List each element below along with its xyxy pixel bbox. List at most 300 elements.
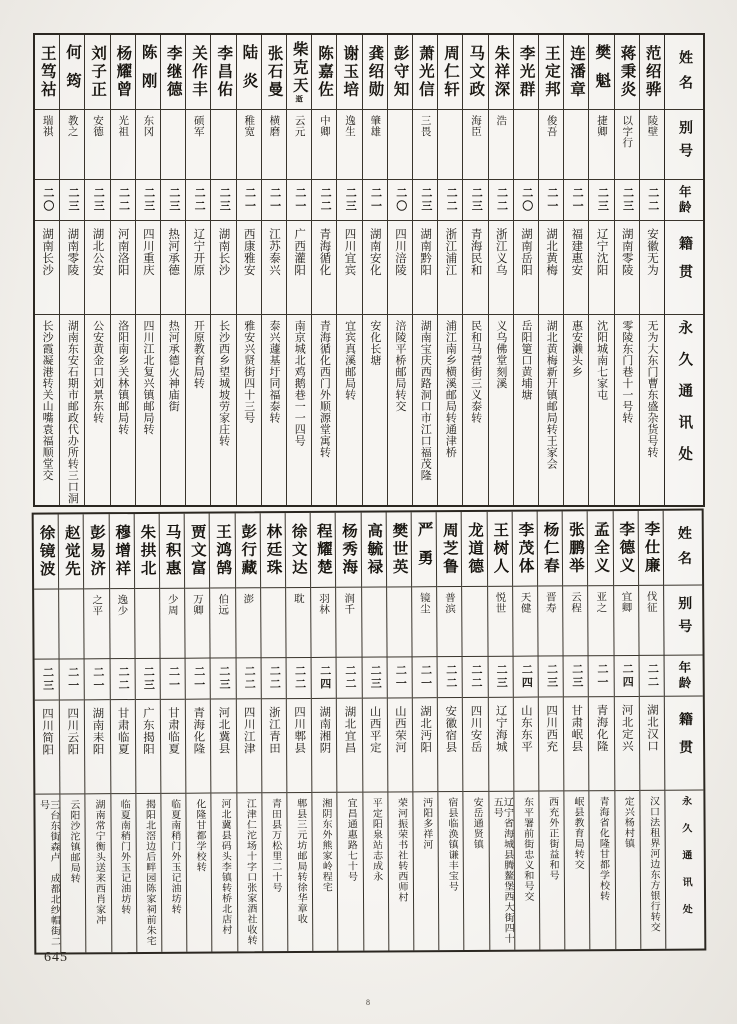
header-alias: 别号	[665, 109, 703, 179]
person-column	[436, 512, 464, 950]
alias-cell	[287, 109, 311, 179]
person-origin: 福建惠安	[570, 228, 583, 276]
alias-cell	[60, 109, 84, 179]
header-age: 年龄	[665, 179, 703, 220]
person-address: 民和马营街三义泰转	[469, 320, 482, 424]
person-column	[234, 513, 262, 951]
person-origin: 辽宁沈阳	[595, 228, 608, 276]
name-cell	[84, 514, 109, 588]
alias-cell	[35, 109, 59, 179]
person-origin: 湖南耒阳	[91, 707, 104, 756]
person-column	[385, 512, 413, 950]
person-column	[336, 35, 361, 505]
person-column	[637, 511, 665, 949]
person-address: 郫县三元坊邮局转徐华章收	[294, 797, 307, 925]
origin-cell	[564, 696, 589, 790]
address-cell	[86, 793, 111, 952]
person-name: 徐镜波	[37, 524, 55, 579]
person-alias: 中卿	[318, 115, 330, 137]
person-name: 谢玉培	[341, 45, 359, 99]
person-origin: 河南洛阳	[116, 228, 129, 276]
age-cell	[413, 179, 437, 220]
person-column	[537, 511, 565, 949]
name-cell	[287, 35, 311, 109]
person-address: 涪陵平桥邮局转交	[394, 320, 407, 412]
person-alias: 之平	[91, 594, 103, 617]
alias-cell	[185, 588, 210, 658]
age-cell	[589, 655, 613, 696]
origin-cell	[60, 220, 84, 314]
age-cell	[514, 179, 538, 220]
person-name: 陈嘉佐	[316, 45, 333, 99]
origin-cell	[589, 220, 613, 314]
age-cell	[136, 179, 160, 220]
person-address: 平定阳泉站志成永	[370, 797, 382, 882]
person-column	[83, 514, 111, 952]
name-cell	[312, 35, 336, 109]
person-origin: 浙江浦江	[444, 228, 457, 276]
age-cell	[614, 655, 638, 696]
origin-cell	[287, 220, 311, 314]
alias-cell	[538, 585, 563, 655]
name-cell	[337, 35, 361, 109]
alias-cell	[210, 587, 235, 657]
age-cell	[640, 179, 664, 220]
person-origin: 西康雅安	[242, 228, 255, 276]
alias-cell	[286, 587, 311, 657]
person-origin: 湖北黄梅	[545, 228, 558, 276]
name-cell	[34, 514, 59, 588]
name-cell	[286, 513, 311, 587]
person-name: 林廷珠	[264, 523, 282, 578]
person-origin: 安徽无为	[645, 228, 658, 276]
address-cell	[212, 792, 237, 951]
person-name: 陈刚	[139, 43, 157, 101]
alias-cell	[160, 588, 185, 658]
header-address: 永久通讯处	[665, 790, 704, 949]
address-cell	[590, 790, 615, 949]
person-name: 陆炎	[240, 43, 258, 101]
person-column	[639, 35, 664, 505]
origin-cell	[236, 698, 261, 792]
alias-cell	[336, 587, 361, 657]
address-cell	[312, 314, 336, 505]
address-cell	[237, 792, 262, 951]
person-origin: 湖南安化	[368, 228, 381, 276]
name-cell	[134, 514, 159, 588]
person-age: 二一	[369, 187, 382, 213]
origin-cell	[161, 699, 186, 793]
person-alias: 以字行	[621, 115, 633, 148]
address-cell	[136, 314, 160, 505]
age-cell	[564, 655, 588, 696]
address-cell	[565, 790, 590, 949]
person-address: 辽宁省海城县腾鳌堡西大街四十五号	[491, 796, 514, 944]
directory-table-top	[33, 33, 705, 507]
origin-cell	[463, 697, 488, 791]
person-address: 四川江北复兴镇邮局转	[141, 320, 154, 435]
person-address: 西充外正街益和号	[546, 796, 559, 881]
name-cell	[563, 511, 588, 585]
person-origin: 山西荣河	[393, 705, 407, 754]
person-column	[587, 511, 615, 949]
address-cell	[262, 792, 287, 951]
person-address: 长沙霞凝港转关山嘴袁福顺堂交	[41, 320, 54, 481]
alias-cell	[640, 109, 664, 179]
origin-cell	[312, 220, 336, 314]
person-column	[35, 35, 59, 505]
person-age: 二二	[117, 666, 130, 693]
person-alias: 天健	[519, 591, 531, 614]
age-cell	[211, 657, 235, 698]
person-address: 湖南东安石期市邮政代办所转三口洞	[66, 320, 79, 504]
name-cell	[237, 35, 261, 109]
person-alias: 万卿	[191, 593, 204, 616]
person-column	[335, 513, 363, 951]
person-origin: 湖南黔阳	[419, 228, 432, 276]
address-cell	[237, 314, 261, 505]
person-alias: 陵壁	[646, 115, 658, 137]
person-age: 二一	[571, 187, 584, 213]
age-cell	[337, 179, 361, 220]
person-name: 樊世英	[390, 522, 408, 577]
name-cell	[186, 35, 210, 109]
person-name: 王鸿鹄	[213, 523, 232, 578]
age-cell	[639, 655, 663, 696]
age-cell	[111, 179, 135, 220]
address-cell	[313, 792, 338, 951]
origin-cell	[337, 220, 361, 314]
header-label-column	[664, 35, 703, 505]
person-age: 二三	[470, 187, 483, 213]
person-name: 彭行藏	[239, 523, 257, 578]
address-cell	[413, 314, 437, 505]
person-age: 二三	[142, 665, 155, 692]
person-name: 赵觉先	[62, 524, 81, 579]
header-address: 永久通讯处	[665, 314, 703, 505]
name-cell	[60, 35, 84, 109]
person-column	[259, 513, 287, 951]
name-cell	[85, 35, 109, 109]
person-column	[562, 511, 590, 949]
person-address: 东平署前街忠义和号交	[521, 796, 534, 902]
person-column	[209, 513, 237, 951]
person-alias: 三畏	[419, 115, 431, 137]
age-cell	[312, 179, 336, 220]
address-cell	[539, 314, 563, 505]
address-cell	[589, 314, 613, 505]
alias-cell	[615, 109, 639, 179]
person-address: 荣河振荣书社转西师村	[395, 797, 408, 903]
person-address: 岷县教育局转交	[571, 796, 584, 870]
name-cell	[564, 35, 588, 109]
origin-cell	[614, 696, 639, 790]
person-column	[511, 512, 539, 950]
age-cell	[60, 658, 84, 699]
name-cell	[59, 514, 84, 588]
person-age: 二一	[91, 666, 105, 693]
person-name: 张鹏举	[566, 521, 585, 576]
age-cell	[287, 179, 311, 220]
person-alias: 澎	[242, 593, 254, 605]
person-origin: 四川郫县	[292, 705, 306, 755]
person-age: 二二	[469, 663, 483, 690]
alias-cell	[438, 109, 462, 179]
address-cell	[111, 793, 136, 952]
person-address: 泰兴蘧基圩同福泰转	[268, 320, 280, 424]
address-cell	[615, 314, 639, 505]
person-address: 揭阳北滘边后畔园陈家祠前朱宅	[143, 798, 156, 946]
person-alias: 横磨	[268, 115, 280, 137]
person-origin: 湖南零陵	[620, 228, 633, 276]
person-age: 二三	[92, 187, 105, 213]
person-address: 义乌佛堂刻溪	[494, 320, 507, 389]
person-age: 二一	[394, 664, 407, 691]
person-name: 杨秀海	[339, 522, 358, 577]
alias-cell	[135, 588, 160, 658]
person-age: 二二	[445, 187, 458, 213]
person-name: 彭守知	[391, 45, 409, 99]
origin-cell	[211, 698, 236, 792]
address-cell	[136, 793, 161, 952]
person-age: 二〇	[520, 187, 533, 213]
name-cell	[437, 512, 462, 586]
person-name: 穆增祥	[113, 524, 131, 579]
origin-cell	[589, 696, 614, 790]
address-cell	[187, 793, 212, 952]
person-name: 周芝鲁	[440, 522, 459, 577]
person-origin: 青海化隆	[595, 704, 608, 753]
person-alias: 东冈	[142, 115, 154, 137]
person-alias: 云元	[293, 115, 305, 137]
alias-cell	[312, 109, 336, 179]
person-column	[285, 513, 313, 951]
person-column	[110, 35, 135, 505]
name-cell	[210, 513, 235, 587]
person-column	[563, 35, 588, 505]
address-cell	[439, 791, 464, 950]
name-cell	[235, 513, 260, 587]
age-cell	[236, 657, 260, 698]
person-column	[412, 35, 437, 505]
person-column	[614, 35, 639, 505]
person-address: 湖南宝庆西路洞口市江口福茂隆	[419, 320, 432, 481]
person-alias: 捷卿	[596, 115, 608, 137]
header-name: 姓名	[665, 35, 703, 109]
person-address: 临夏南稍门外玉记油坊转	[118, 799, 130, 915]
address-cell	[363, 791, 388, 950]
origin-cell	[539, 220, 563, 314]
name-cell	[589, 35, 613, 109]
age-cell	[186, 179, 210, 220]
person-name: 李光群	[517, 45, 535, 99]
alias-cell	[363, 109, 387, 179]
age-cell	[362, 656, 386, 697]
person-address: 南京城北鸡鹅巷一一四号	[293, 320, 306, 447]
header-name: 姓名	[664, 511, 702, 585]
address-cell	[363, 314, 387, 505]
alias-cell	[85, 109, 109, 179]
address-cell	[60, 314, 84, 505]
alias-cell	[412, 586, 437, 656]
name-cell	[211, 35, 235, 109]
name-cell	[260, 513, 285, 587]
person-origin: 河北定兴	[620, 703, 633, 753]
person-column	[362, 35, 387, 505]
address-cell	[287, 314, 311, 505]
alias-cell	[413, 109, 437, 179]
person-column	[588, 35, 613, 505]
address-cell	[337, 314, 361, 505]
person-age: 二一	[192, 665, 205, 692]
origin-cell	[287, 698, 312, 792]
person-name: 柴克天逝	[290, 41, 308, 103]
origin-cell	[514, 697, 539, 791]
header-label-column	[663, 511, 705, 949]
person-address: 无为大东门曹东盛杂货号转	[646, 320, 659, 458]
name-cell	[412, 512, 437, 586]
age-cell	[488, 656, 512, 697]
name-cell	[489, 35, 513, 109]
origin-cell	[438, 697, 463, 791]
person-origin: 广东揭阳	[141, 706, 155, 755]
person-column	[58, 514, 86, 952]
person-origin: 江苏泰兴	[267, 228, 280, 276]
origin-cell	[640, 696, 665, 790]
origin-cell	[136, 699, 161, 793]
person-address: 安化长塘	[368, 320, 381, 366]
person-name: 李德义	[617, 520, 635, 576]
alias-cell	[488, 586, 513, 656]
person-name: 严勇	[415, 520, 433, 578]
alias-cell	[237, 109, 261, 179]
age-cell	[186, 658, 210, 699]
deceased-note: 逝	[294, 95, 304, 103]
alias-cell	[262, 109, 286, 179]
person-address: 惠安濑头乡	[570, 320, 583, 378]
person-alias: 润千	[343, 592, 355, 615]
person-name: 龙道德	[465, 521, 484, 576]
person-origin: 浙江义乌	[494, 228, 507, 276]
person-origin: 热河承德	[167, 228, 180, 276]
person-address: 安岳通贤镇	[471, 796, 483, 850]
age-cell	[211, 179, 235, 220]
person-age: 二三	[621, 187, 634, 213]
person-origin: 甘肃临夏	[166, 706, 180, 755]
person-alias: 云程	[569, 591, 582, 614]
person-age: 二一	[243, 187, 256, 213]
person-origin: 湖北汉口	[645, 703, 659, 752]
person-name: 萧光信	[416, 45, 434, 99]
person-alias: 瑞祺	[41, 115, 53, 137]
person-age: 二四	[520, 663, 533, 690]
person-origin: 湖南湘阴	[318, 705, 331, 754]
name-cell	[538, 511, 563, 585]
origin-cell	[262, 698, 287, 792]
address-cell	[514, 314, 538, 505]
person-column	[486, 512, 514, 950]
address-cell	[85, 314, 109, 505]
name-cell	[336, 513, 361, 587]
name-cell	[539, 35, 563, 109]
alias-cell	[588, 585, 613, 655]
alias-cell	[261, 587, 286, 657]
origin-cell	[186, 220, 210, 314]
person-address: 宜宾真溪邮局转	[343, 320, 356, 401]
person-age: 二二	[646, 187, 659, 213]
age-cell	[564, 179, 588, 220]
age-cell	[135, 658, 159, 699]
alias-cell	[614, 585, 639, 655]
age-cell	[438, 179, 462, 220]
person-origin: 四川江津	[242, 706, 255, 755]
person-age: 二一	[66, 666, 79, 693]
person-column	[184, 514, 212, 952]
address-cell	[186, 314, 210, 505]
age-cell	[85, 179, 109, 220]
person-name: 樊魁	[593, 43, 611, 101]
person-address: 岳阳筻口黄埔塘	[520, 320, 533, 401]
name-cell	[185, 514, 210, 588]
age-cell	[387, 656, 411, 697]
person-column	[185, 35, 210, 505]
person-origin: 湖南零陵	[66, 228, 79, 276]
person-alias: 稚宽	[243, 115, 255, 137]
alias-cell	[34, 588, 59, 658]
person-age: 二三	[217, 665, 231, 692]
person-age: 二三	[67, 187, 80, 213]
alias-cell	[563, 585, 588, 655]
name-cell	[361, 512, 386, 586]
person-name: 贾文富	[188, 523, 207, 578]
origin-cell	[110, 699, 135, 793]
person-name: 彭易济	[87, 524, 106, 579]
person-name: 高毓禄	[365, 522, 383, 577]
alias-cell	[136, 109, 160, 179]
person-age: 二二	[193, 187, 206, 213]
age-cell	[363, 179, 387, 220]
person-address: 宜昌通惠路七十号	[345, 797, 357, 882]
alias-cell	[337, 109, 361, 179]
person-age: 二一	[595, 663, 609, 690]
person-age: 二一	[419, 664, 432, 691]
person-origin: 山西平定	[368, 705, 381, 754]
person-origin: 青海循化	[318, 228, 331, 276]
person-address: 湖北黄梅新开镇邮局转王家会	[545, 320, 558, 470]
person-column	[59, 35, 84, 505]
person-alias: 晋寿	[544, 591, 556, 614]
origin-cell	[489, 220, 513, 314]
person-age: 二三	[570, 663, 583, 690]
person-column	[488, 35, 513, 505]
alias-cell	[236, 587, 261, 657]
person-age: 二三	[41, 666, 54, 693]
origin-cell	[262, 220, 286, 314]
alias-cell	[84, 588, 109, 658]
person-origin: 四川涪陵	[393, 228, 406, 276]
person-age: 二三	[218, 187, 231, 213]
origin-cell	[111, 220, 135, 314]
person-name: 徐文达	[289, 522, 307, 578]
person-address: 热河承德火神庙街	[167, 320, 180, 412]
person-name: 马文政	[467, 45, 485, 99]
alias-cell	[388, 109, 412, 179]
person-origin: 甘肃岷县	[570, 704, 583, 753]
age-cell	[438, 656, 462, 697]
origin-cell	[413, 697, 438, 791]
person-age: 二三	[419, 187, 432, 213]
person-column	[437, 35, 462, 505]
